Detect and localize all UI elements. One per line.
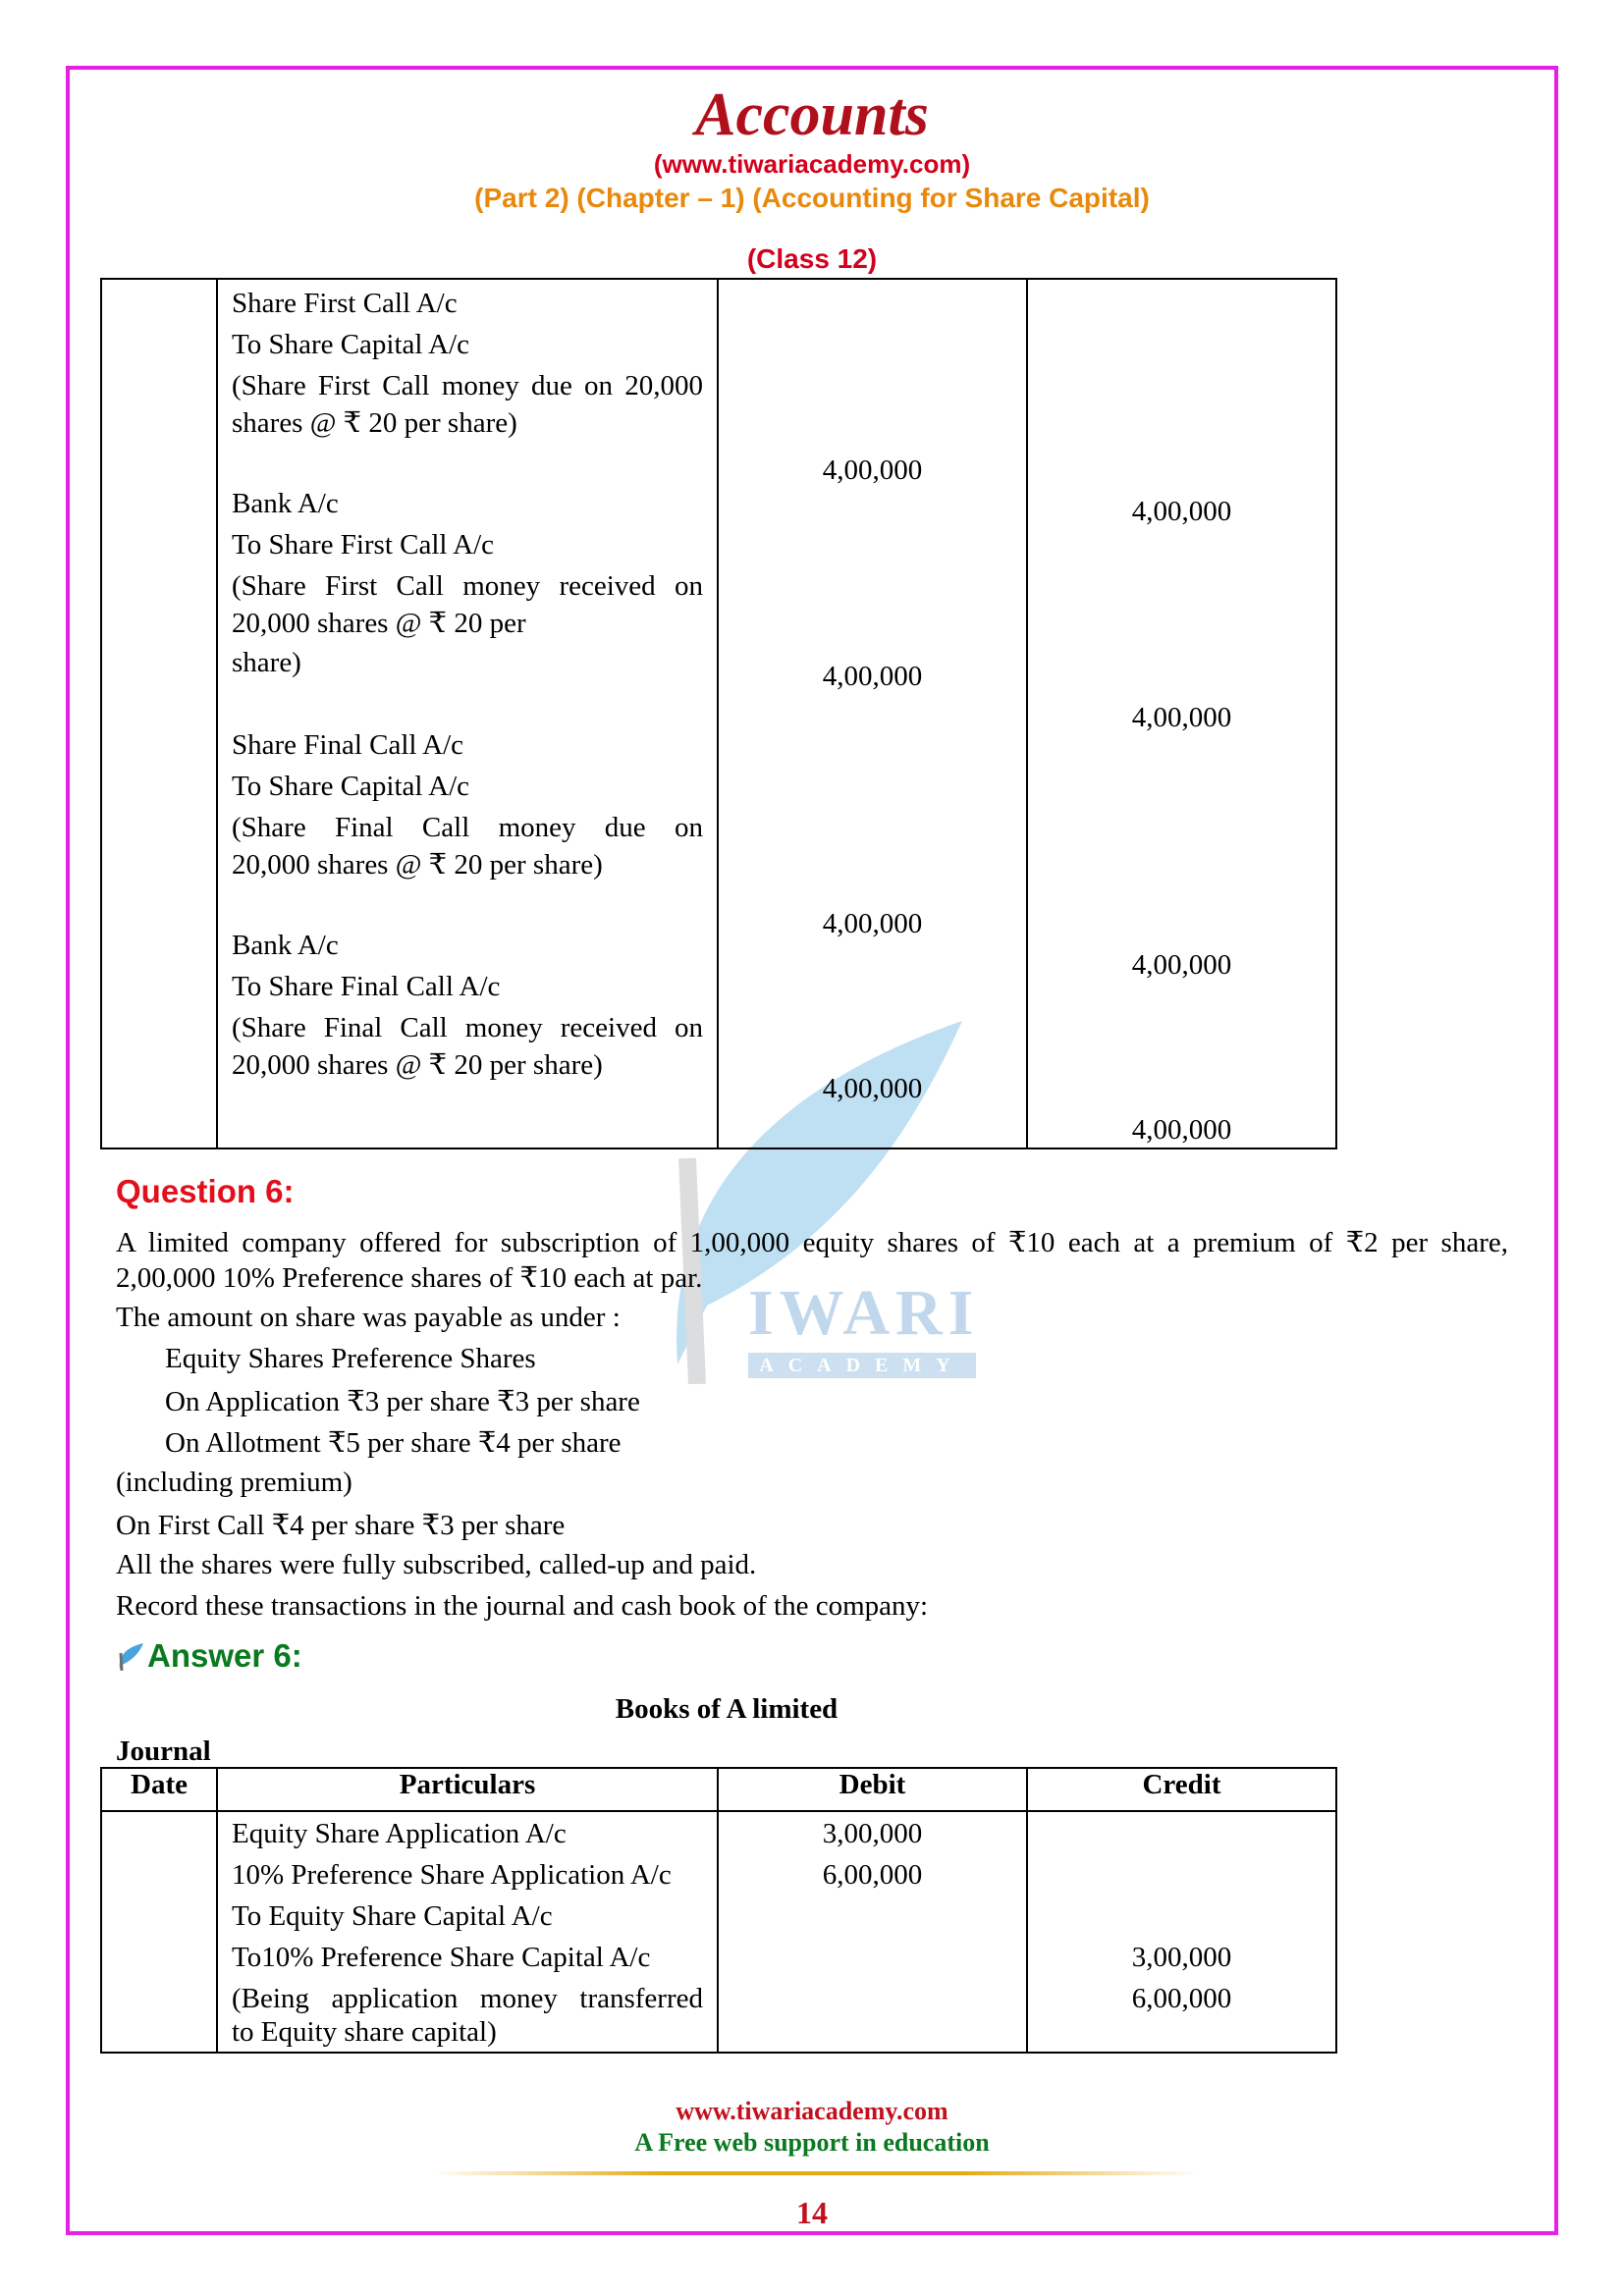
question-line: (including premium) [116,1467,352,1498]
table-row [101,279,1336,1148]
debit-amount: 4,00,000 [822,661,923,692]
footer-tagline: A Free web support in education [634,2128,990,2157]
column-header-particulars: Particulars [217,1768,718,1811]
particulars-line: Bank A/c [232,930,339,961]
credit-amount: 4,00,000 [1131,496,1232,527]
question-line: On First Call ₹4 per share ₹3 per share [116,1510,566,1541]
column-header-date: Date [101,1768,217,1811]
particulars-line: to Equity share capital) [232,2016,497,2048]
page-title: Accounts [695,81,929,148]
question-line: The amount on share was payable as under : [116,1302,621,1333]
particulars-line: 20,000 shares @ ₹ 20 per [232,608,526,639]
credit-cell [1027,1811,1336,2053]
question-line: Equity Shares Preference Shares [165,1343,536,1374]
chapter-subtitle: (Part 2) (Chapter – 1) (Accounting for Share Capital) [474,183,1150,213]
column-header-credit: Credit [1027,1768,1336,1811]
debit-cell [718,279,1027,1148]
particulars-line: (Share First Call money received on [232,570,703,602]
particulars-line: To Share First Call A/c [232,529,495,561]
question-line: A limited company offered for subscription of 1,00,000 equity shares of ₹10 each at a premium of ₹2 per share, [116,1227,1508,1258]
particulars-line: To Share Capital A/c [232,771,469,802]
debit-amount: 4,00,000 [822,454,923,486]
header-site-link[interactable]: (www.tiwariacademy.com) [653,149,971,179]
credit-amount: 6,00,000 [1131,1983,1232,2014]
particulars-line: (Share First Call money due on 20,000 [232,370,703,401]
particulars-line: To Share Final Call A/c [232,971,501,1002]
particulars-cell [217,1811,718,2053]
books-title: Books of A limited [615,1693,839,1725]
date-cell [101,279,217,1148]
watermark-text: IWARI [748,1277,980,1349]
particulars-line: Share Final Call A/c [232,729,463,761]
debit-cell [718,1811,1027,2053]
credit-amount: 4,00,000 [1131,1114,1232,1146]
debit-amount: 3,00,000 [822,1818,923,1849]
footer-site-link[interactable]: www.tiwariacademy.com [676,2097,948,2125]
particulars-line: 10% Preference Share Application A/c [232,1859,672,1891]
credit-amount: 3,00,000 [1131,1942,1232,1973]
class-label: (Class 12) [746,243,878,274]
debit-amount: 6,00,000 [822,1859,923,1891]
question-line: 2,00,000 10% Preference shares of ₹10 each at par. [116,1262,703,1294]
journal-table-continued [100,278,1337,1149]
journal-table [100,1767,1337,2054]
particulars-line: To Equity Share Capital A/c [232,1900,553,1932]
question-line: Record these transactions in the journal and cash book of the company: [116,1590,929,1622]
watermark-subtext: ACADEMY [748,1353,976,1378]
particulars-line: shares @ ₹ 20 per share) [232,407,517,439]
table-row [101,1811,1336,2053]
debit-amount: 4,00,000 [822,1073,923,1104]
particulars-line: (Share Final Call money received on [232,1012,703,1043]
journal-label: Journal [116,1735,211,1767]
question-line: All the shares were fully subscribed, called-up and paid. [116,1549,757,1580]
question-line: On Allotment ₹5 per share ₹4 per share [165,1427,622,1459]
question-heading: Question 6: [116,1173,295,1209]
footer-divider [432,2171,1198,2175]
credit-cell [1027,279,1336,1148]
particulars-cell [217,279,718,1148]
particulars-line: (Share Final Call money due on [232,812,703,843]
credit-amount: 4,00,000 [1131,949,1232,981]
particulars-line: Equity Share Application A/c [232,1818,567,1849]
page-number: 14 [796,2195,828,2230]
date-cell [101,1811,217,2053]
tiwari-logo-icon [116,1641,145,1671]
column-header-debit: Debit [718,1768,1027,1811]
particulars-line: share) [232,647,301,678]
answer-heading: Answer 6: [147,1637,302,1674]
table-header-row [101,1768,1336,1811]
particulars-line: Bank A/c [232,488,339,519]
particulars-line: 20,000 shares @ ₹ 20 per share) [232,1049,603,1081]
particulars-line: 20,000 shares @ ₹ 20 per share) [232,849,603,881]
credit-amount: 4,00,000 [1131,702,1232,733]
particulars-line: Share First Call A/c [232,288,458,319]
particulars-line: (Being application money transferred [232,1983,703,2014]
particulars-line: To Share Capital A/c [232,329,469,360]
particulars-line: To10% Preference Share Capital A/c [232,1942,651,1973]
question-line: On Application ₹3 per share ₹3 per share [165,1386,640,1417]
debit-amount: 4,00,000 [822,908,923,939]
